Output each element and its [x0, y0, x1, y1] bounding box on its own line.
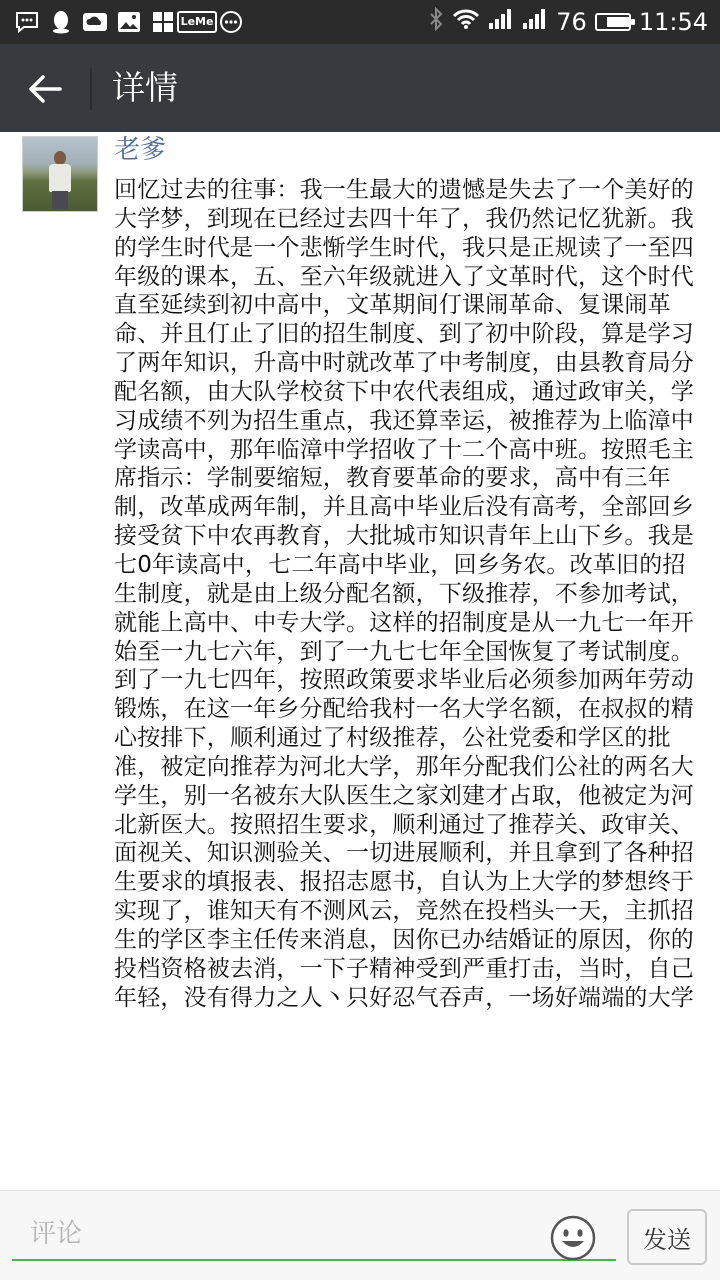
emoji-button[interactable]: [550, 1215, 596, 1261]
signal-1-icon: [488, 8, 514, 36]
post-content[interactable]: [0, 132, 720, 1190]
post-text: 回忆过去的往事：我一生最大的遗憾是失去了一个美好的大学梦，到现在已经过去四十年了，我仍然记忆犹新。我的学生时代是一个悲惭学生时代，我只是正规读了一至四年级的课本，五、至六年级就进入了文革时代，这个时代直至延续到初中高中，文革期间仃课闹革命、复课闹革命、并且仃止了旧的招生制度、到了初中阶段，算是学习了两年知识，升高中时就改革了中考制度，由县教育局分配名额，由大队学校贫下中农代表组成，通过政审关，学习成绩不列为招生重点，我还算幸运，被推荐为上临漳中学读高中，那年临漳中学招收了十二个高中班。按照毛主席指示：学制要缩短，教育要革命的要求，高中有三年制，改革成两年制，并且高中毕业后没有高考，全部回乡接受贫下中农再教育，大批城市知识青年上山下乡。我是七0年读高中，七二年高中毕业，回乡务农。改革旧的招生制度，就是由上级分配名额，下级推荐，不参加考试，就能上高中、中专大学。这样的招制度是从一九七一年开始至一九七六年，到了一九七七年全国恢复了考试制度。到了一九七四年，按照政策要求毕业后必须参加两年劳动锻炼，在这一年乡分配给我村一名大学名额，在叔叔的精心按排下，顺利通过了村级推荐，公社党委和学区的批准，被定向推荐为河北大学，那年分配我们公社的两名大学生，别一名被东大队医生之家刘建才占取，他被定为河北新医大。按照招生要求，顺利通过了推荐关、政审关、面视关、知识测验关、一切进展顺利，并且拿到了各种招生要求的填报表、报招志愿书，自认为上大学的梦想终于实现了，谁知天有不测风云，竞然在投档头一天，主抓招生的学区李主任传来消息，因你已办结婚证的原因，你的投档资格被去消，一下子精神受到严重打击，当时，自己年轻，没有得力之人丶只好忍气吞声，一场好端端的大学: [114, 177, 694, 1011]
back-button[interactable]: [20, 64, 70, 114]
header-bar: [0, 44, 720, 132]
page-title: 详情: [112, 68, 178, 107]
status-bar: [0, 0, 720, 44]
header-divider: [90, 68, 92, 110]
leme-label: LeMe: [177, 11, 218, 33]
avatar[interactable]: [22, 136, 98, 212]
message-icon: [14, 9, 40, 35]
image-icon: [116, 9, 142, 35]
bluetooth-icon: [428, 7, 444, 37]
system-status: [420, 6, 708, 38]
battery-icon: [595, 13, 631, 31]
signal-2-icon: [522, 8, 548, 36]
author-name[interactable]: 老爹: [114, 135, 167, 165]
notification-icons: [14, 8, 252, 36]
qq-icon: [48, 9, 74, 35]
leme-icon: [180, 9, 214, 35]
arrow-left-icon: [28, 74, 62, 104]
send-button[interactable]: 发送: [627, 1209, 707, 1265]
comment-bar: [0, 1190, 720, 1280]
smiley-icon: [550, 1215, 596, 1261]
avatar-person: [49, 151, 71, 207]
battery-level: 76: [556, 8, 587, 36]
clock: 11:54: [638, 8, 708, 36]
more-circle-icon: [218, 9, 244, 35]
wifi-icon: [452, 8, 480, 36]
cloud-icon: [82, 9, 108, 35]
comment-input[interactable]: [12, 1209, 616, 1261]
app-grid-icon: [150, 9, 176, 35]
